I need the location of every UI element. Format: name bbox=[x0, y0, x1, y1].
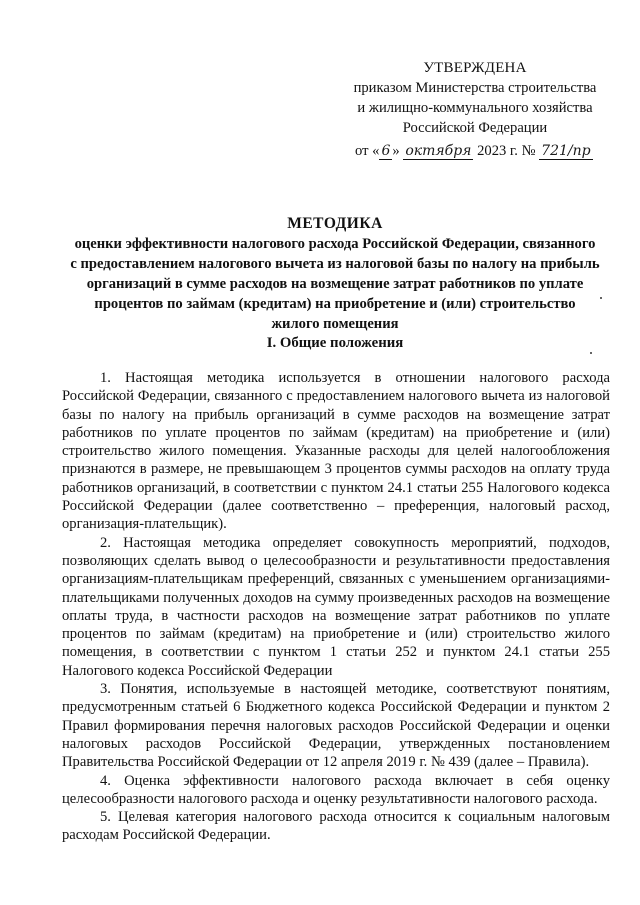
order-date-line bbox=[355, 143, 593, 160]
order-mid: » bbox=[392, 143, 400, 159]
paragraph-1: 1. Настоящая методика используется в отношении налогового расхода Российской Федерации, связанного с предоставлением налогового вычета из налоговой базы по налогу на прибыль организаций в сумме расходов на возмещение затрат работников по уплате процентов по займам (кредитам) на приобретение и (или) строительство жилого помещения. Указанные расходы для целей налогообложения признаются в размере, не превышающем 3 процентов суммы расходов на оплату труда работников организаций, в соответствии с пунктом 24.1 статьи 255 Налогового кодекса Российской Федерации (далее соответственно – преференция, налоговый расход, организация-плательщик). bbox=[62, 370, 610, 533]
approval-line-1: приказом Министерства строительства bbox=[353, 80, 597, 96]
approval-line-2: и жилищно-коммунального хозяйства bbox=[357, 100, 593, 116]
approval-heading: УТВЕРЖДЕНА bbox=[423, 60, 527, 76]
paragraph-5: 5. Целевая категория налогового расхода относится к социальным налоговым расходам Российской Федерации. bbox=[62, 809, 610, 844]
title-line-4: процентов по займам (кредитам) на приобретение и (или) строительство bbox=[94, 296, 576, 312]
paragraph-4: 4. Оценка эффективности налогового расхода включает в себя оценку целесообразности налогового расхода и оценку результативности налогового расхода. bbox=[62, 772, 610, 807]
scan-speck bbox=[590, 352, 592, 354]
body-text bbox=[62, 369, 610, 845]
scan-speck bbox=[600, 297, 602, 299]
order-year: 2023 г. № bbox=[477, 143, 536, 159]
approval-line-3: Российской Федерации bbox=[402, 120, 548, 136]
title-line-3: организаций в сумме расходов на возмещение затрат работников по уплате bbox=[86, 276, 584, 292]
paragraph-2: 2. Настоящая методика определяет совокупность мероприятий, подходов, позволяющих сделать вывод о целесообразности и результативности предоставления организациям-плательщикам преференций, связанных с уменьшением организациями-плательщиками полученных доходов на сумму произведенных расходов на возмещение оплаты труда, в частности расходов на возмещение затрат работников по уплате процентов по займам (кредитам) на приобретение и (или) строительство жилого помещения, в соответствии с пунктом 1 статьи 252 и пунктом 24.1 статьи 255 Налогового кодекса Российской Федерации bbox=[62, 534, 610, 679]
title-line-1: оценки эффективности налогового расхода Российской Федерации, связанного bbox=[74, 236, 596, 252]
section-heading: I. Общие положения bbox=[266, 335, 404, 351]
paragraph-3: 3. Понятия, используемые в настоящей методике, соответствуют понятиям, предусмотренным статьей 6 Бюджетного кодекса Российской Федерации и пунктом 2 Правил формирования перечня налоговых расходов Российской Федерации и оценки налоговых расходов Российской Федерации, утвержденных постановлением Правительства Российской Федерации от 12 апреля 2019 г. № 439 (далее – Правила). bbox=[62, 681, 610, 771]
order-day: 6 bbox=[381, 143, 391, 159]
title-line-5: жилого помещения bbox=[271, 316, 399, 332]
document-title bbox=[40, 214, 630, 334]
approval-block bbox=[330, 58, 620, 138]
order-number: 721/пр bbox=[541, 143, 591, 159]
title-main: МЕТОДИКА bbox=[287, 215, 383, 232]
order-prefix: от « bbox=[355, 143, 380, 159]
title-line-2: с предоставлением налогового вычета из налоговой базы по налогу на прибыль bbox=[70, 256, 600, 272]
order-month: октября bbox=[405, 143, 472, 159]
